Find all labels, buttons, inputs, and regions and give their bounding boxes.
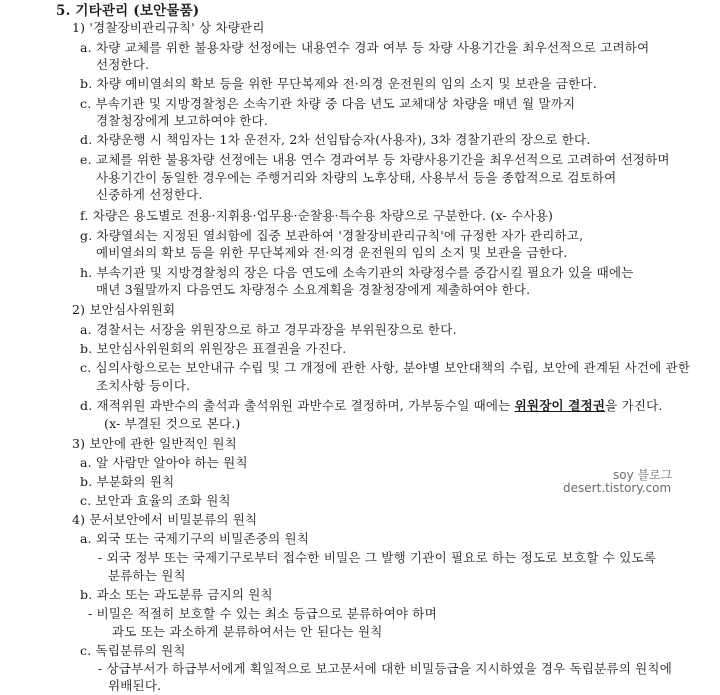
- s4-c1-line1: - 상급부서가 하급부서에게 획일적으로 보고문서에 대한 비밀등급을 지시하였을 경우 독립분류의 원칙에: [98, 661, 672, 676]
- s4-b1-line2: 과도 또는 과소하게 분류하여서는 안 된다는 원칙: [112, 624, 383, 639]
- s1-e-line2: 사용기간이 동일한 경우에는 주행거리와 차량의 노후상태, 사용부서 등을 종합적으로 검토하여: [96, 170, 617, 185]
- s1-e-line1: e. 교체를 위한 불용차량 선정에는 내용 연수 경과여부 등 차량사용기간을 최우선적으로 고려하여 선정하며: [80, 152, 670, 167]
- s1-a-line2: 선정한다.: [96, 57, 150, 72]
- s1-a-line1: a. 차량 교체를 위한 불용차량 선정에는 내용연수 경과 여부 등 차량 사용기간을 최우선적으로 고려하여: [80, 40, 650, 55]
- s4-heading: 4) 문서보안에서 비밀분류의 원칙: [72, 512, 258, 527]
- s2-c-line1: c. 심의사항으로는 보안내규 수립 및 그 개정에 관한 사항, 분야별 보안대책의 수립, 보안에 관계된 사건에 관한: [80, 360, 691, 375]
- s2-b: b. 보안심사위원회의 위원장은 표결권을 가진다.: [80, 341, 347, 356]
- s1-c-line1: c. 부속기관 및 지방경찰청은 소속기관 차량 중 다음 년도 교체대상 차량을 매년 월 말까지: [80, 96, 576, 111]
- s4-b1-line1: - 비밀은 적절히 보호할 수 있는 최소 등급으로 분류하여야 하며: [88, 606, 437, 621]
- s2-d-emphasis: 위원장이 결정권: [514, 398, 606, 413]
- s3-c: c. 보안과 효율의 조화 원칙: [80, 493, 231, 508]
- s2-d-line2: (x- 부결된 것으로 본다.): [104, 416, 241, 431]
- s1-h-line2: 매년 3월말까지 다음연도 차량정수 소요계획을 경찰청장에게 제출하여야 한다.: [96, 282, 531, 297]
- s1-d: d. 차량운행 시 책임자는 1차 운전자, 2차 선임탑승자(사용자), 3차 경찰기관의 장으로 한다.: [80, 132, 591, 147]
- s1-e-line3: 신중하게 선정한다.: [96, 187, 203, 202]
- s1-g-line1: g. 차량열쇠는 지정된 열쇠함에 집중 보관하여 '경찰장비관리규칙'에 규정한 자가 관리하고,: [80, 228, 584, 243]
- s1-b: b. 차량 예비열쇠의 확보 등을 위한 무단복제와 전·의경 운전원의 임의 소지 및 보관을 금한다.: [80, 76, 597, 91]
- s4-c: c. 독립분류의 원칙: [80, 643, 186, 658]
- s2-d-post: 을 가진다.: [605, 398, 663, 413]
- s2-heading: 2) 보안심사위원회: [72, 302, 176, 317]
- s1-g-line2: 예비열쇠의 확보 등을 위한 무단복제와 전·의경 운전원의 임의 소지 및 보관을 금한다.: [96, 245, 568, 260]
- s2-d-pre: d. 재적위원 과반수의 출석과 출석위원 과반수로 결정하며, 가부동수일 때에는: [80, 398, 515, 413]
- section-title: 5. 기타관리 (보안물품): [56, 3, 200, 19]
- s1-heading: 1) '경찰장비관리규칙' 상 차량관리: [72, 20, 265, 35]
- s2-a: a. 경찰서는 서장을 위원장으로 하고 경무과장을 부위원장으로 한다.: [80, 322, 457, 337]
- s2-d-line1: [80, 398, 663, 414]
- s4-b: b. 과소 또는 과도분류 금지의 원칙: [80, 587, 273, 602]
- s4-a1-line2: 분류하는 원칙: [108, 568, 186, 583]
- s3-heading: 3) 보안에 관한 일반적인 원칙: [72, 436, 237, 451]
- s3-b: b. 부분화의 원칙: [80, 474, 175, 489]
- s4-c1-line2: 위배된다.: [108, 678, 162, 693]
- s2-c-line2: 조치사항 등이다.: [96, 378, 191, 393]
- watermark-blog-name: soy 블로그: [613, 468, 673, 482]
- s3-a: a. 알 사람만 알아야 하는 원칙: [80, 455, 248, 470]
- watermark-url: desert.tistory.com: [563, 481, 672, 495]
- s1-c-line2: 경찰청장에게 보고하여야 한다.: [96, 113, 269, 128]
- s4-a1-line1: - 외국 정부 또는 국제기구로부터 접수한 비밀은 그 발행 기관이 필요로 하는 정도로 보호할 수 있도록: [98, 550, 657, 565]
- s1-f: f. 차량은 용도별로 전용·지휘용·업무용·순찰용·특수용 차량으로 구분한다. (x- 수사용): [80, 208, 554, 223]
- s4-a: a. 외국 또는 국제기구의 비밀존중의 원칙: [80, 531, 310, 546]
- s1-h-line1: h. 부속기관 및 지방경찰청의 장은 다음 연도에 소속기관의 차량정수를 증감시킬 필요가 있을 때에는: [80, 265, 634, 280]
